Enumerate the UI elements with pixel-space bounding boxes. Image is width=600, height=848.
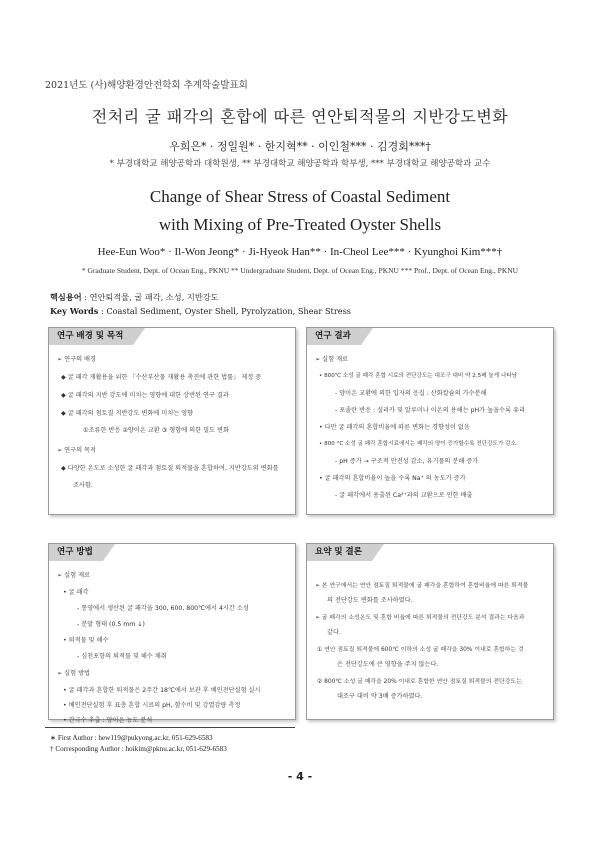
text-line: ➢ 실험 방법 xyxy=(57,670,91,677)
text-line: ① 연안 점토질 퇴적물에 600℃ 이하의 소성 굴 패각을 30% 이내로 혼합하는 것 xyxy=(317,647,524,653)
box-methods xyxy=(48,543,296,724)
title-english-line2: with Mixing of Pre-Treated Oyster Shells xyxy=(158,215,442,234)
keywords-korean-label: 핵심용어 xyxy=(50,292,82,302)
text-line: ➢ 연구의 목적 xyxy=(57,447,97,454)
text-line: - pH 증가 → 구조적 안전성 감소, 유기물의 분해 증가 xyxy=(335,458,479,465)
text-line: ➢ 실험 재료 xyxy=(315,356,349,363)
text-line: • 간극수 추출 : 양이온 농도 분석 xyxy=(63,717,153,724)
box-results-title: 연구 결과 xyxy=(307,328,361,345)
affiliations-english: * Graduate Student, Dept. of Ocean Eng., PKNU ** Undergraduate Student, Dept. of Ocean Eng., PKNU *** Prof., Dept. of Ocean Eng., PKNU xyxy=(81,266,519,275)
text-line: ◆ 굴 패각의 지반 강도에 미치는 영향에 대한 상반된 연구 결과 xyxy=(61,392,229,399)
text-line: - 통영에서 생산된 굴 패각을 300, 600, 800℃에서 4시간 소성 xyxy=(77,605,249,612)
text-line: - 분말 형태 (0.5 mm ↓) xyxy=(77,621,145,628)
text-line: ➢ 실험 재료 xyxy=(57,572,91,579)
text-line: ➢ 굴 패각의 소성온도 및 혼합 비율에 따른 퇴적물의 전단강도 분석 결과는 다음과 xyxy=(315,615,525,621)
text-line: • 굴 패각 xyxy=(63,589,89,596)
keywords-english xyxy=(50,306,351,316)
conference-header: 2021년도 (사)해양환경안전학회 추계학술발표회 xyxy=(45,80,248,91)
text-line: 의 전단강도 변화를 조사하였다. xyxy=(327,597,413,604)
text-line: - 굴 패각에서 용출된 Ca²⁺과의 교환으로 인한 배출 xyxy=(335,492,473,499)
text-line: - 포졸란 반응 : 실리카 및 알루미나 이온의 용해는 pH가 높을수록 유리 xyxy=(335,407,525,414)
box-results xyxy=(306,327,554,515)
title-english xyxy=(0,183,600,239)
text-line: 대조구 대비 약 3배 증가하였다. xyxy=(337,693,423,700)
text-line: 은 전단강도에 큰 영향을 주지 않는다. xyxy=(337,661,439,668)
footnote-corresponding-author: † Corresponding Author : hoikim@pknu.ac.kr, 051-629-6583 xyxy=(50,745,227,753)
text-line: ◆ 굴 패각의 첨토질 지반강도 변화에 미치는 영향 xyxy=(61,410,194,417)
box-methods-title: 연구 방법 xyxy=(49,544,103,561)
authors-english: Hee-Eun Woo* · Il-Won Jeong* · Ji-Hyeok Han** · In-Cheol Lee*** · Kyunghoi Kim***† xyxy=(97,246,503,258)
text-line: • 다만 굴 패각의 혼합비율에 따른 변화는 경향성이 없음 xyxy=(319,424,470,431)
text-line: • 800℃ 소성 굴 패각 혼합 시료의 전단강도는 대조구 대비 약 2.5배 높게 나타남 xyxy=(319,373,518,379)
text-line: ◆ 다양한 온도로 소성한 굴 패각과 첨토질 퇴적물을 혼합하여, 지반강도의 변화를 xyxy=(61,465,279,472)
keywords-english-text: : Coastal Sediment, Oyster Shell, Pyrolyzation, Shear Stress xyxy=(101,306,352,316)
box-background-purpose xyxy=(48,327,296,515)
text-line: ➢ 본 연구에서는 연안 점토질 퇴적물에 굴 패각을 혼합하여 혼합비율에 따른 퇴적물 xyxy=(315,583,529,589)
text-line: ➢ 연구의 배경 xyxy=(57,356,97,363)
footnote-divider xyxy=(45,727,295,728)
text-line: • 퇴적물 및 해수 xyxy=(63,637,109,644)
text-line: - 심천포항의 퇴적물 및 해수 채취 xyxy=(77,653,167,660)
authors-korean: 우희은* · 정일원* · 한지혁** · 이인철*** · 김경회***† xyxy=(169,140,431,153)
keywords-korean-text: : 연안퇴적물, 굴 패각, 소성, 지반강도 xyxy=(84,292,219,302)
text-line: ② 800℃ 소성 굴 패각을 20% 이내로 혼합한 연안 점토질 퇴적물의 전단강도는 xyxy=(317,679,522,685)
title-english-line1: Change of Shear Stress of Coastal Sediment xyxy=(149,187,451,206)
text-line: ◆ 굴 패각 재활용을 위한 『수산부산물 재활용 촉진에 관한 법률』 제정 중 xyxy=(61,374,262,381)
affiliations-korean: * 부경대학교 해양공학과 대학원생, ** 부경대학교 해양공학과 학부생, *** 부경대학교 해양공학과 교수 xyxy=(109,159,491,169)
keywords-english-label: Key Words xyxy=(50,306,99,316)
box-conclusion-title: 요약 및 결론 xyxy=(307,544,372,561)
text-line: 같다. xyxy=(327,629,341,636)
text-line: • 베인전단실험 후 표층 혼합 시료의 pH, 함수비 및 강열감량 측정 xyxy=(63,702,241,709)
title-korean: 전처리 굴 패각의 혼합에 따른 연안퇴적물의 지반강도변화 xyxy=(91,107,509,126)
box-background-title: 연구 배경 및 목적 xyxy=(49,328,133,345)
box-conclusion xyxy=(306,543,554,720)
text-line: • 굴 패각의 혼합비율이 높을 수록 Na⁺ 의 농도가 증가 xyxy=(319,475,466,482)
text-line: 조사함. xyxy=(73,482,93,489)
page-number: - 4 - xyxy=(287,770,313,783)
text-line: • 굴 패각과 혼합한 퇴적물은 2주간 18℃에서 보관 후 베인전단실험 실시 xyxy=(63,687,261,694)
footnote-first-author: ∗ First Author : hew119@pukyong.ac.kr, 051-629-6583 xyxy=(50,734,213,742)
text-line: ①조류한 반응 ②양이온 교환 ③ 형함에 의한 밀도 변화 xyxy=(83,427,229,434)
text-line: • 800 °C 소성 굴 패각 혼합시료에서는 패각의 양이 증가할수록 전단강도가 감소. xyxy=(319,441,518,447)
keywords-korean xyxy=(50,292,219,303)
text-line: - 양이온 교환에 의한 입자의 응집 : 산화칼슘의 가수분해 xyxy=(335,390,487,397)
